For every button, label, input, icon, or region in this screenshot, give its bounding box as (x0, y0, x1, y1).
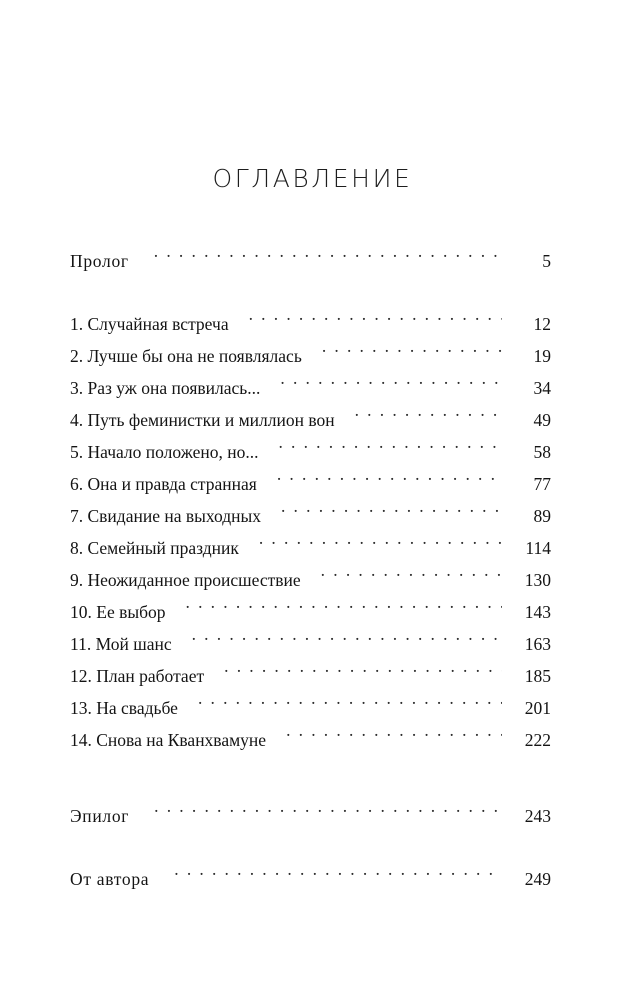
toc-entry-chapter-7[interactable] (70, 500, 551, 532)
toc-entry-page-number: 12 (533, 314, 551, 334)
leader-dots (224, 665, 502, 683)
toc-entry-epilogue[interactable] (70, 800, 551, 832)
toc-entry-page-number: 185 (524, 666, 551, 686)
toc-entry-label: 14. Снова на Кванхвамуне (70, 730, 267, 750)
toc-entry-chapter-13[interactable] (70, 692, 551, 724)
leader-dots (154, 805, 502, 823)
toc-entry-chapter-11[interactable] (70, 628, 551, 660)
leader-dots (355, 409, 502, 427)
toc-entry-label: 2. Лучше бы она не появлялась (70, 346, 302, 366)
page-title: ОГЛАВЛЕНИЕ (212, 164, 413, 193)
toc-entry-chapter-2[interactable] (70, 340, 551, 372)
toc-entry-label: 4. Путь феминистки и миллион вон (70, 410, 335, 430)
toc-entry-chapter-10[interactable] (70, 596, 551, 628)
toc-entry-page-number: 130 (524, 570, 551, 590)
toc-entry-page-number: 19 (533, 346, 551, 366)
leader-dots (259, 537, 502, 555)
toc-entry-page-number: 163 (524, 634, 551, 654)
toc-entry-page-number: 77 (533, 474, 551, 494)
leader-dots (322, 345, 502, 363)
leader-dots (277, 473, 502, 491)
toc-entry-label: От автора (70, 869, 150, 889)
toc-entry-label: 11. Мой шанс (70, 634, 172, 654)
toc-entry-chapter-1[interactable] (70, 308, 551, 340)
toc-entry-chapter-8[interactable] (70, 532, 551, 564)
toc-entry-label: 12. План работает (70, 666, 205, 686)
leader-dots (186, 601, 502, 619)
toc-entry-page-number: 201 (524, 698, 551, 718)
toc-entry-page-number: 34 (533, 378, 551, 398)
toc-entry-label: Пролог (70, 251, 129, 271)
toc-entry-page-number: 114 (525, 538, 551, 558)
toc-entry-page-number: 243 (524, 806, 551, 826)
leader-dots (198, 697, 502, 715)
toc-entry-chapter-9[interactable] (70, 564, 551, 596)
toc-entry-prologue[interactable] (70, 245, 551, 277)
toc-entry-chapter-3[interactable] (70, 372, 551, 404)
leader-dots (192, 633, 502, 651)
leader-dots (249, 313, 502, 331)
leader-dots (278, 441, 502, 459)
toc-entry-label: 9. Неожиданное происшествие (70, 570, 301, 590)
leader-dots (174, 868, 502, 886)
leader-dots (154, 250, 502, 268)
leader-dots (321, 569, 502, 587)
leader-dots (281, 505, 502, 523)
toc-entry-chapter-12[interactable] (70, 660, 551, 692)
toc-entry-author-note[interactable] (70, 863, 551, 895)
toc-entry-label: Эпилог (70, 806, 130, 826)
table-of-contents-list (70, 245, 551, 895)
toc-entry-label: 6. Она и правда странная (70, 474, 257, 494)
toc-entry-page-number: 143 (524, 602, 551, 622)
toc-entry-label: 13. На свадьбе (70, 698, 178, 718)
toc-entry-label: 10. Ее выбор (70, 602, 166, 622)
toc-entry-page-number: 58 (533, 442, 551, 462)
leader-dots (280, 377, 502, 395)
toc-entry-chapter-5[interactable] (70, 436, 551, 468)
toc-entry-chapter-14[interactable] (70, 724, 551, 756)
toc-entry-label: 8. Семейный праздник (70, 538, 239, 558)
leader-dots (286, 729, 502, 747)
toc-entry-page-number: 49 (533, 410, 551, 430)
toc-entry-page-number: 5 (542, 251, 551, 271)
toc-entry-chapter-6[interactable] (70, 468, 551, 500)
toc-entry-label: 3. Раз уж она появилась... (70, 378, 261, 398)
toc-entry-label: 7. Свидание на выходных (70, 506, 261, 526)
toc-entry-label: 1. Случайная встреча (70, 314, 229, 334)
toc-entry-page-number: 89 (533, 506, 551, 526)
toc-entry-chapter-4[interactable] (70, 404, 551, 436)
toc-entry-page-number: 222 (524, 730, 551, 750)
toc-entry-label: 5. Начало положено, но... (70, 442, 259, 462)
toc-entry-page-number: 249 (524, 869, 551, 889)
